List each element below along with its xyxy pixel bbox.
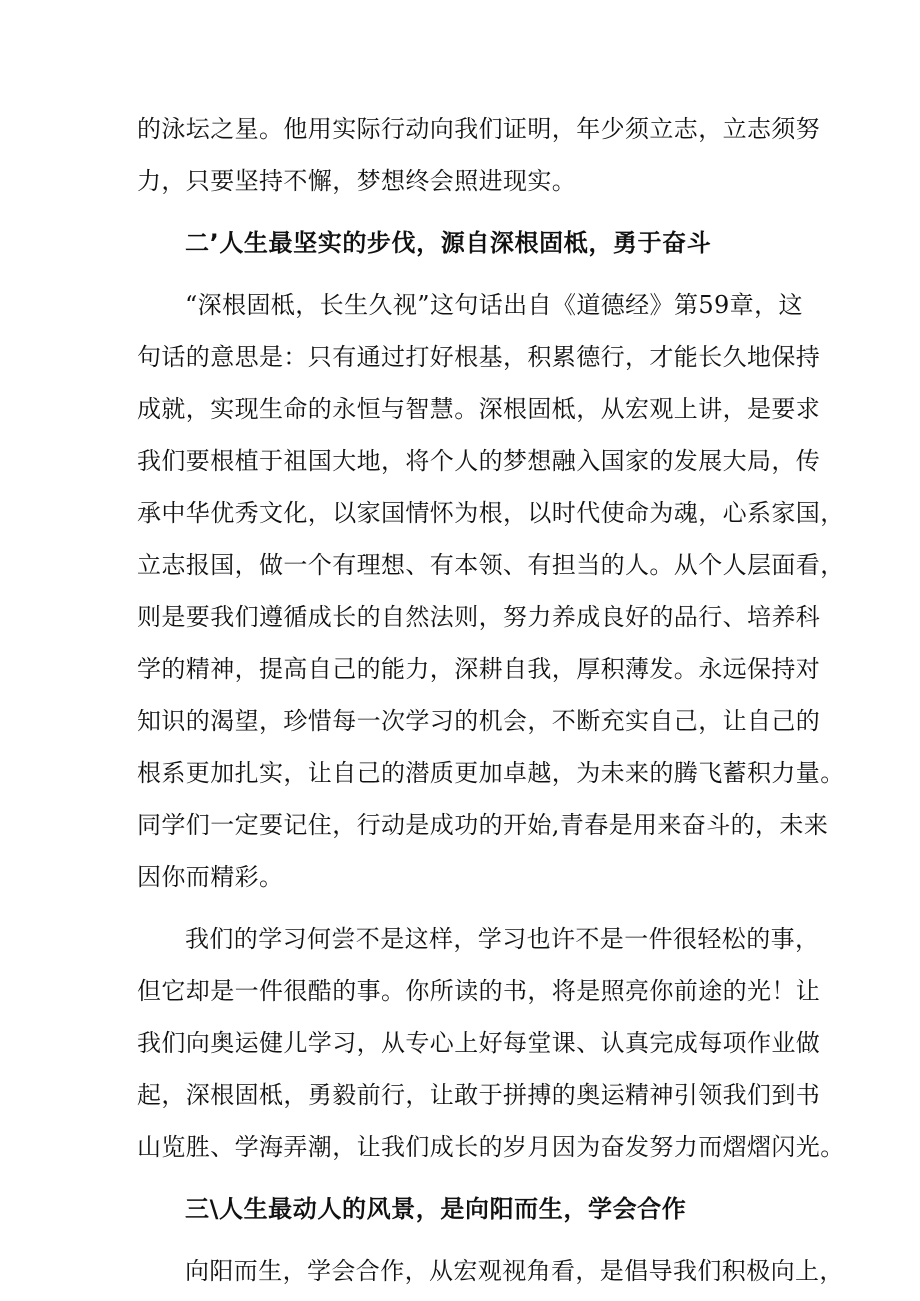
text-line: 则是要我们遵循成长的自然法则，努力养成良好的品行、培养科 <box>137 603 821 631</box>
text-line: 根系更加扎实，让自己的潜质更加卓越，为未来的腾飞蓄积力量。 <box>137 759 845 787</box>
text-line: 向阳而生，学会合作，从宏观视角看，是倡导我们积极向上， <box>185 1257 844 1285</box>
text-line: 但它却是一件很酷的事。你所读的书，将是照亮你前途的光！让 <box>137 977 821 1005</box>
text-line: 力，只要坚持不懈，梦想终会照进现实。 <box>137 167 577 195</box>
document-body <box>137 103 845 1297</box>
text-line: 起，深根固柢，勇毅前行，让敢于拼搏的奥运精神引领我们到书 <box>137 1081 821 1109</box>
text-line: 承中华优秀文化，以家国情怀为根，以时代使命为魂，心系家国， <box>137 499 845 527</box>
text-line: 我们的学习何尝不是这样，学习也许不是一件很轻松的事， <box>185 925 820 953</box>
text-line: 我们要根植于祖国大地，将个人的梦想融入国家的发展大局，传 <box>137 447 821 475</box>
text-line: 山览胜、学海弄潮，让我们成长的岁月因为奋发努力而熠熠闪光。 <box>137 1133 845 1161</box>
text-line: 学的精神，提高自己的能力，深耕自我，厚积薄发。永远保持对 <box>137 655 821 683</box>
text-line: 成就，实现生命的永恒与智慧。深根固柢，从宏观上讲，是要求 <box>137 395 821 423</box>
text-line: 同学们一定要记住，行动是成功的开始,青春是用来奋斗的，未来 <box>137 811 829 839</box>
text-line: 句话的意思是：只有通过打好根基，积累德行，才能长久地保持 <box>137 343 821 371</box>
text-line: 的泳坛之星。他用实际行动向我们证明，年少须立志，立志须努 <box>137 115 821 143</box>
text-line: 因你而精彩。 <box>137 863 284 891</box>
text-line: “深根固柢，长生久视”这句话出自《道德经》第59章，这 <box>185 291 803 319</box>
text-line: 立志报国，做一个有理想、有本领、有担当的人。从个人层面看， <box>137 551 845 579</box>
section-heading-3: 三\人生最动人的风景，是向阳而生，学会合作 <box>185 1195 687 1223</box>
text-line: 知识的渴望，珍惜每一次学习的机会，不断充实自己，让自己的 <box>137 707 821 735</box>
section-heading-2: 二’人生最坚实的步伐，源自深根固柢，勇于奋斗 <box>185 229 712 257</box>
text-line: 我们向奥运健儿学习，从专心上好每堂课、认真完成每项作业做 <box>137 1029 821 1057</box>
